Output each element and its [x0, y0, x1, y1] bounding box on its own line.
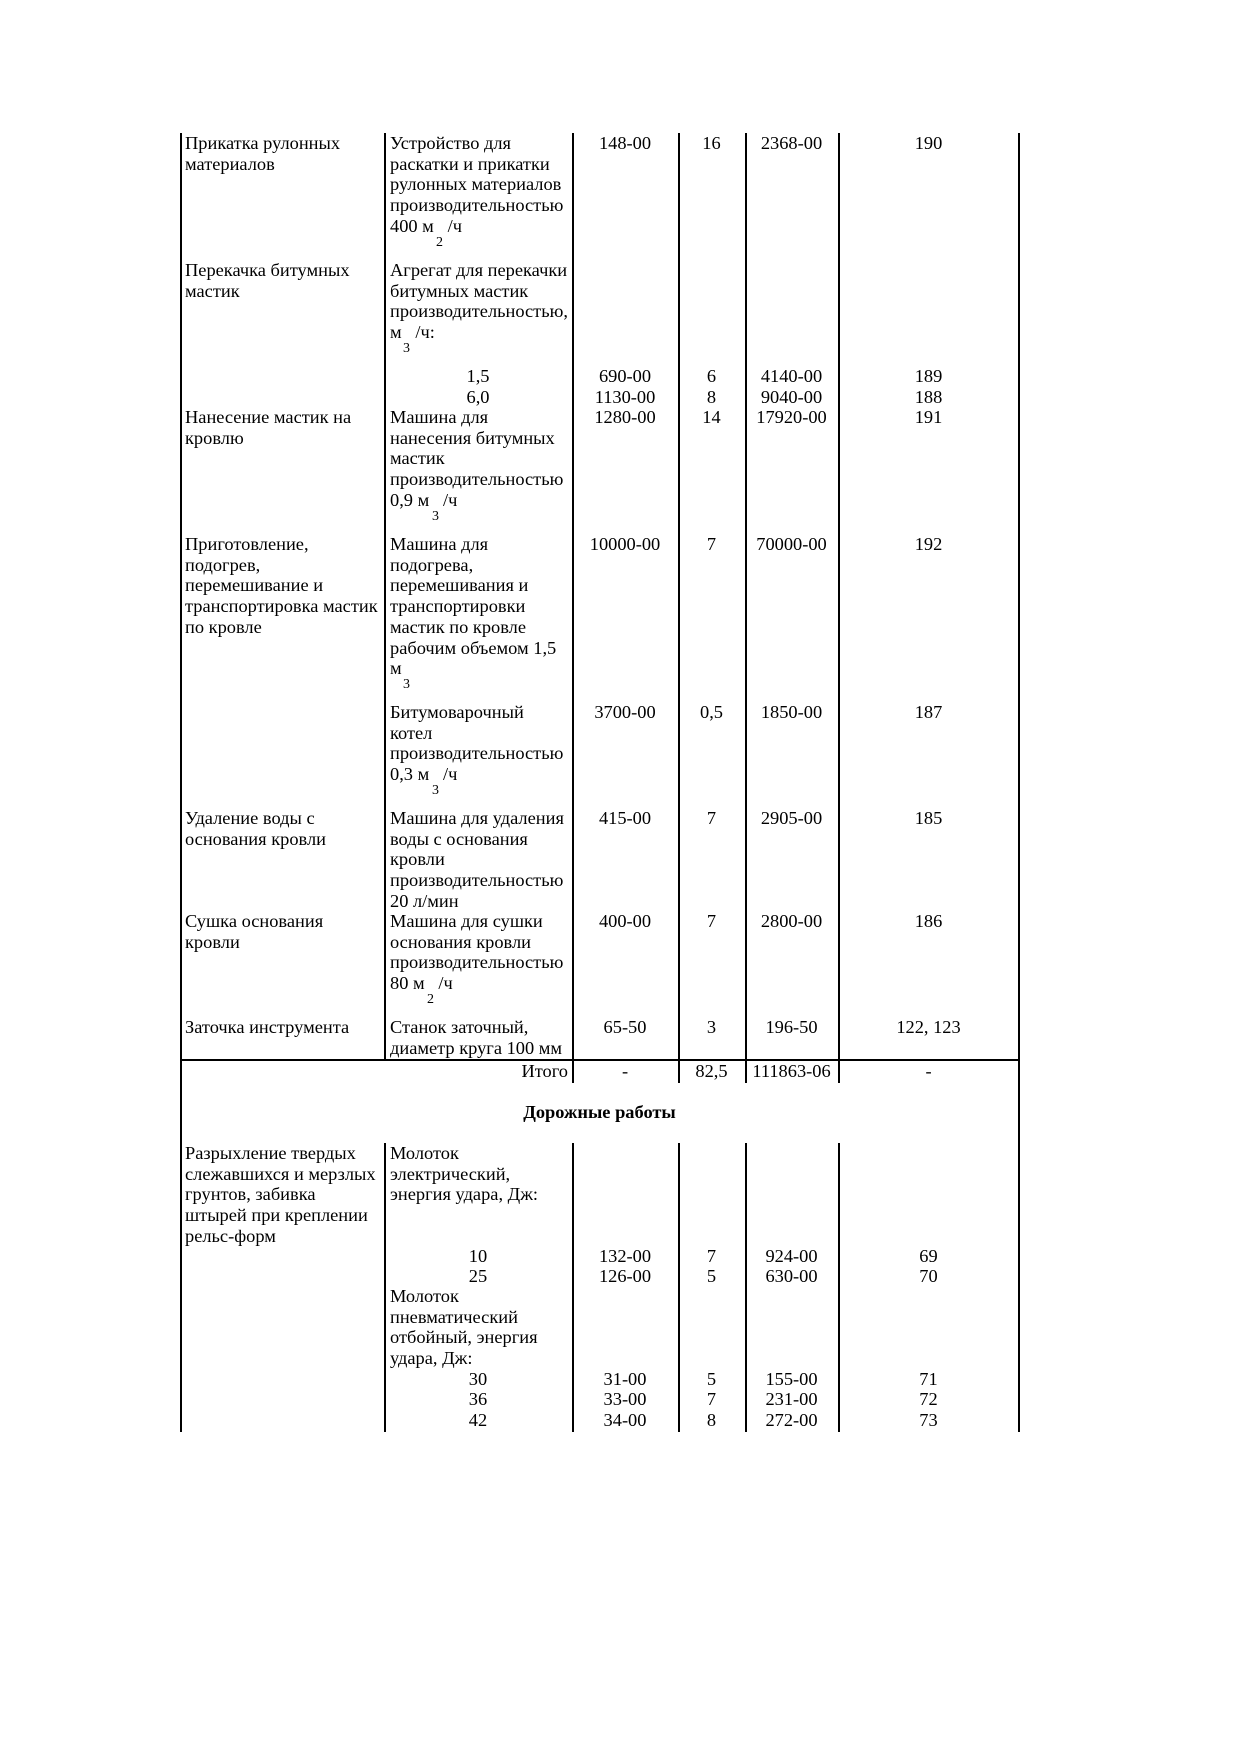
total-cost-cell: 2905-00	[760, 808, 823, 828]
total-cost-cell: 630-00	[765, 1266, 818, 1286]
unit-price-cell: 65-50	[603, 1017, 647, 1037]
work-name-cell: Перекачка битумных мастик	[185, 260, 350, 301]
reference-cell: 69	[919, 1246, 938, 1266]
reference-cell: 189	[914, 366, 943, 386]
reference-cell: 71	[919, 1369, 938, 1389]
quantity-cell: 0,5	[700, 702, 723, 722]
machine-option-cell: 1,5	[466, 366, 490, 386]
reference-cell: 185	[914, 808, 943, 828]
work-name-cell: Удаление воды с основания кровли	[185, 808, 326, 849]
machine-cell: Машина для нанесения битумных мастик производительностью 0,9 м /ч	[390, 407, 564, 510]
unit-price-cell: 34-00	[603, 1410, 647, 1430]
quantity-cell: 7	[706, 534, 717, 554]
reference-cell: 70	[919, 1266, 938, 1286]
total-cost-cell: 4140-00	[760, 366, 823, 386]
reference-cell: 187	[914, 702, 943, 722]
quantity-cell: 8	[706, 1410, 717, 1430]
unit-price-cell: 1280-00	[594, 407, 656, 427]
unit-price-cell: 400-00	[598, 911, 652, 931]
unit-price-cell: 31-00	[603, 1369, 647, 1389]
machine-cell: Машина для удаления воды с основания кровли производительностью 20 л/мин	[390, 808, 564, 911]
unit-exponent: 2	[436, 235, 443, 250]
machine-option-cell: 42	[468, 1410, 488, 1430]
quantity-cell: 7	[706, 1389, 717, 1409]
unit-exponent: 3	[432, 509, 439, 524]
unit-price-cell: 148-00	[598, 133, 652, 153]
machine-cell: Молоток пневматический отбойный, энергия удара, Дж:	[390, 1286, 538, 1369]
work-name-cell: Приготовление, подогрев, перемешивание и транспортировка мастик по кровле	[185, 534, 378, 637]
total-cost-cell: 272-00	[765, 1410, 818, 1430]
total-price-cell: -	[621, 1061, 629, 1081]
total-cost-cell: 155-00	[765, 1369, 818, 1389]
quantity-cell: 3	[706, 1017, 717, 1037]
machine-cell: Машина для подогрева, перемешивания и транспортировки мастик по кровле рабочим объемом 1,5 м	[390, 534, 557, 679]
total-cost-cell: 17920-00	[756, 407, 827, 427]
reference-cell: 73	[919, 1410, 938, 1430]
reference-cell: 188	[914, 387, 943, 407]
work-name-cell: Заточка инструмента	[185, 1017, 350, 1037]
total-cost-cell: 196-50	[765, 1017, 818, 1037]
quantity-cell: 7	[706, 808, 717, 828]
column-divider	[384, 133, 386, 1060]
quantity-cell: 14	[702, 407, 721, 427]
reference-cell: 190	[914, 133, 943, 153]
total-cost-cell: 9040-00	[760, 387, 823, 407]
total-cost-cell: 2800-00	[760, 911, 823, 931]
reference-cell: 122, 123	[896, 1017, 961, 1037]
machine-cell: Молоток электрический, энергия удара, Дж:	[390, 1143, 539, 1205]
unit-price-cell: 126-00	[598, 1266, 652, 1286]
reference-cell: 191	[914, 407, 943, 427]
total-quantity-cell: 82,5	[695, 1061, 728, 1081]
quantity-cell: 5	[706, 1369, 717, 1389]
unit-exponent: 3	[432, 783, 439, 798]
unit-price-cell: 415-00	[598, 808, 652, 828]
work-name-cell: Сушка основания кровли	[185, 911, 324, 952]
unit-exponent: 3	[403, 677, 410, 692]
unit-price-cell: 3700-00	[594, 702, 656, 722]
reference-cell: 72	[919, 1389, 938, 1409]
quantity-cell: 7	[706, 1246, 717, 1266]
machine-cell: Устройство для раскатки и прикатки рулонных материалов производительностью 400 м /ч	[390, 133, 564, 236]
machine-option-cell: 10	[468, 1246, 488, 1266]
total-cost-cell: 231-00	[765, 1389, 818, 1409]
unit-price-cell: 33-00	[603, 1389, 647, 1409]
total-cost-cell: 924-00	[765, 1246, 818, 1266]
total-cost-cell: 70000-00	[756, 534, 827, 554]
quantity-cell: 6	[706, 366, 717, 386]
machine-cell: Станок заточный, диаметр круга 100 мм	[390, 1017, 563, 1058]
machine-option-cell: 30	[468, 1369, 488, 1389]
machine-cell: Агрегат для перекачки битумных мастик производительностью, м /ч:	[390, 260, 568, 343]
machine-option-cell: 25	[468, 1266, 488, 1286]
machine-option-cell: 36	[468, 1389, 488, 1409]
work-name-cell: Разрыхление твердых слежавшихся и мерзлых грунтов, забивка штырей при креплении рельс-форм	[185, 1143, 376, 1246]
reference-cell: 192	[914, 534, 943, 554]
work-name-cell: Прикатка рулонных материалов	[185, 133, 341, 174]
machine-cell: Машина для сушки основания кровли производительностью 80 м /ч	[390, 911, 564, 994]
quantity-cell: 8	[706, 387, 717, 407]
unit-exponent: 2	[427, 992, 434, 1007]
unit-exponent: 3	[403, 341, 410, 356]
quantity-cell: 7	[706, 911, 717, 931]
unit-price-cell: 690-00	[598, 366, 652, 386]
total-cost-cell: 1850-00	[760, 702, 823, 722]
table-border-right	[1018, 133, 1020, 1432]
total-cost-cell: 2368-00	[760, 133, 823, 153]
quantity-cell: 16	[702, 133, 721, 153]
total-label: Итого	[521, 1061, 568, 1081]
table-border-left	[180, 133, 182, 1432]
total-reference-cell: -	[925, 1061, 932, 1081]
unit-price-cell: 1130-00	[594, 387, 656, 407]
work-name-cell: Нанесение мастик на кровлю	[185, 407, 352, 448]
total-cost-cell: 111863-06	[752, 1061, 831, 1081]
reference-cell: 186	[914, 911, 943, 931]
unit-price-cell: 132-00	[598, 1246, 652, 1266]
machine-option-cell: 6,0	[466, 387, 490, 407]
section-title: Дорожные работы	[523, 1102, 676, 1122]
unit-price-cell: 10000-00	[589, 534, 661, 554]
machine-cell: Битумоварочный котел производительностью 0,3 м /ч	[390, 702, 564, 785]
quantity-cell: 5	[706, 1266, 717, 1286]
